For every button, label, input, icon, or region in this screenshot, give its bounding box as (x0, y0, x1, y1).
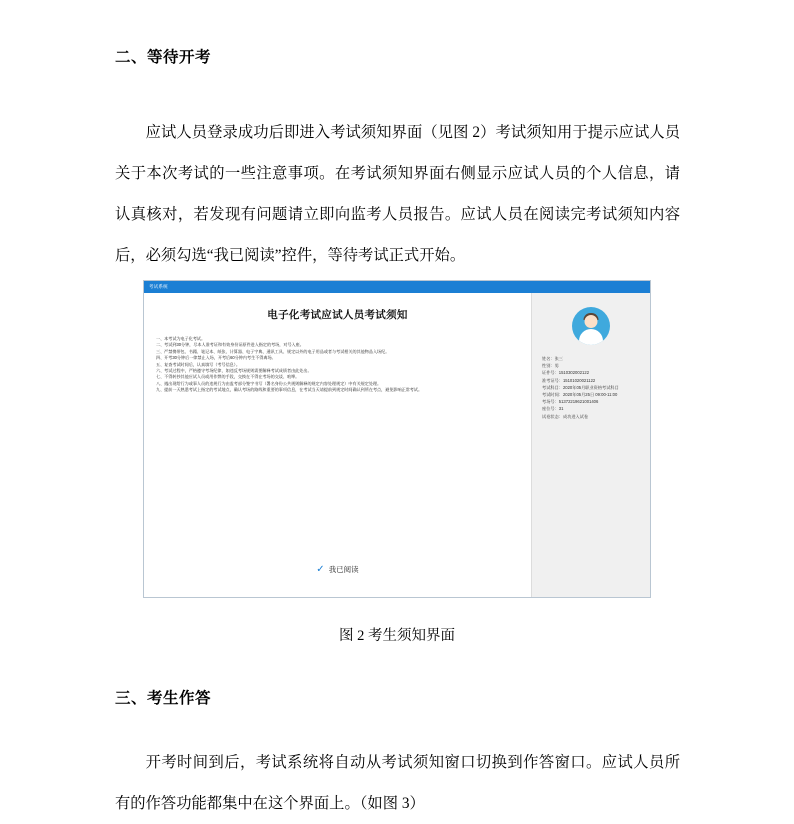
candidate-info-item: 准考证号：15101020021122 (542, 377, 596, 383)
paragraph-answering: 开考时间到后，考试系统将自动从考试须知窗口切换到作答窗口。应试人员所有的作答功能都集中在这个界面上。（如图 3） (115, 754, 680, 813)
rule-item: 六、考试过程中，严格遵守考场纪律，如违反考场规则需要解释考试成绩者由此处出。 (156, 368, 312, 374)
candidate-info-panel (531, 293, 650, 597)
figure-exam-notice (143, 280, 651, 645)
candidate-info-item: 证件号：1510302002122 (542, 370, 590, 376)
candidate-info-item: 试卷状态：成功进入试卷 (542, 413, 589, 419)
notice-content-area (144, 293, 531, 597)
candidate-info-item: 考试时间：2020年05月25日 09:00-11:00 (542, 392, 618, 398)
exam-app-window (143, 280, 651, 598)
candidate-info-item: 座位号：31 (542, 406, 564, 412)
rule-item: 三、严禁携带包、书籍、笔记本、纸张、计算器、电子字典、通讯工具、规定以外的电子用品或者与考试相关的其他物品入场纪。 (156, 348, 390, 354)
candidate-info-item: 性别：男 (542, 363, 559, 369)
rule-item: 五、复查考试时间后，认真填写（考号信息）。 (156, 361, 240, 367)
agree-checkbox-row[interactable] (144, 564, 531, 575)
candidate-info-item: 姓名：张三 (542, 356, 563, 361)
notice-rules-list (144, 336, 531, 394)
window-body (144, 293, 650, 597)
avatar-head (585, 315, 598, 328)
section-heading-answering: 三、考生作答 (115, 690, 212, 707)
window-title-text: 考试系统 (149, 284, 168, 289)
paragraph-waiting: 应试人员登录成功后即进入考试须知界面（见图 2）考试须知用于提示应试人员关于本次考试的一些注意事项。在考试须知界面右侧显示应试人员的个人信息，请认真核对，若发现有问题请立即向监考人员报告。应试人员在阅读完考试须知内容后，必须勾选“我已阅读”控件，等待考试正式开始。 (115, 124, 680, 265)
rule-item: 二、考试到30分钟，尽本人准考证和有效身份证原件进入指定的考场，对号入座。 (156, 342, 304, 348)
rule-item: 九、提前一天熟悉考试上指定的考试地点，确认考场的路线和重要的事项信息，在考试当天请提前到规定时间确认到所在考点，避免影响正常考试。 (156, 387, 423, 393)
agree-checkbox-label[interactable]: 我已阅读 (328, 565, 359, 574)
rule-item: 四、开考30分钟后一律禁止入场，开考后60分钟内考生不得离场。 (156, 355, 276, 361)
candidate-info-item: 考试科目：2020年05月职业资格考试科目 (542, 384, 619, 390)
rule-item: 八、遇出现给行为或事人员的违规行为由监考部分签字书写（署名身份公共规则解释的规定内容处理规定）中有关规定处理。 (156, 380, 382, 386)
window-title-bar (144, 281, 650, 293)
rule-item: 一、本考试为电子化考试。 (156, 336, 206, 341)
user-avatar-icon (572, 307, 610, 345)
candidate-info-item: 考场号：51372219621001406 (542, 399, 599, 405)
rule-item: 七、不得转抄其他应试人员或用作弊的手段，交换在不得在考场的交谈、喧哗。 (156, 374, 300, 380)
avatar-body (579, 329, 603, 345)
figure-caption: 图 2 考生须知界面 (339, 628, 455, 644)
candidate-info-list (532, 355, 650, 420)
notice-title: 电子化考试应试人员考试须知 (267, 309, 408, 321)
checkmark-icon[interactable]: ✓ (316, 563, 325, 575)
section-heading-waiting: 二、等待开考 (115, 49, 212, 66)
